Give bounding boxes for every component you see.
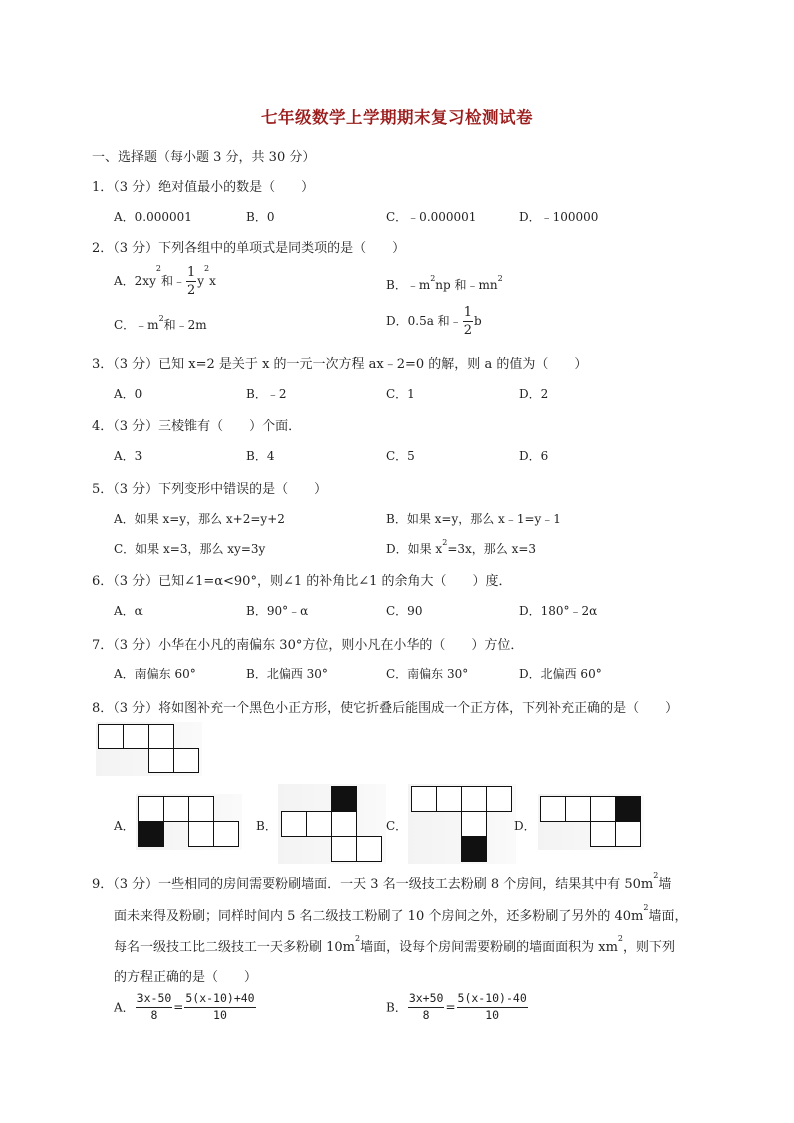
q7-option-a[interactable]: A．南偏东 60°	[114, 667, 196, 681]
q8-option-d-label[interactable]: D．	[514, 819, 536, 833]
q1-option-a[interactable]: A．0.000001	[114, 210, 192, 224]
q4-option-d[interactable]: D．6	[519, 449, 549, 463]
question-9-line2: 面未来得及粉刷；同样时间内 5 名二级技工粉刷了 10 个房间之外，还多粉刷了另外的 $40m^2$墙面，	[114, 903, 688, 924]
fraction: $\frac{5(x-10)+40}{10}$	[185, 991, 255, 1022]
q8-base-net-figure	[96, 722, 202, 776]
q5-option-a[interactable]: A．如果 x=y，那么 x+2=y+2	[114, 512, 285, 526]
question-6-stem: 6．（3 分）已知∠1=α<90°，则∠1 的补角比∠1 的余角大（ ）度．	[92, 574, 512, 589]
page-title: 七年级数学上学期期末复习检测试卷	[261, 108, 533, 127]
fraction: $\frac{3x+50}{8}$	[408, 991, 444, 1022]
q8-option-a-figure[interactable]	[136, 794, 242, 850]
q4-option-a[interactable]: A．3	[114, 449, 143, 463]
superscript: 2	[155, 264, 161, 273]
question-1-stem: 1．（3 分）绝对值最小的数是（ ）	[92, 180, 315, 195]
q2-a-prefix: A．2xy	[114, 274, 156, 288]
q7-option-c[interactable]: C．南偏东 30°	[386, 667, 469, 681]
q7-option-b[interactable]: B．北偏西 30°	[246, 667, 328, 681]
question-4-stem: 4．（3 分）三棱锥有（ ）个面．	[92, 419, 302, 434]
question-5-stem: 5．（3 分）下列变形中错误的是（ ）	[92, 482, 328, 497]
q2-option-c[interactable]: C．$﹣m^2$和﹣2m	[114, 314, 207, 332]
q3-option-c[interactable]: C．1	[386, 387, 415, 401]
q8-option-c-label[interactable]: C．	[386, 819, 408, 833]
q5-option-c[interactable]: C．如果 x=3，那么 xy=3y	[114, 542, 266, 556]
q3-option-b[interactable]: B．﹣2	[246, 387, 287, 401]
q2-a-mid: 和﹣	[160, 274, 185, 288]
superscript: 2	[204, 264, 210, 273]
q2-a-tail: y	[197, 274, 205, 288]
q9-option-a[interactable]: A． $\frac{3x-50}{8}$ = $\frac{5(x-10)+40}{10}$	[114, 991, 255, 1022]
question-9-line4: 的方程正确的是（ ）	[114, 970, 258, 985]
question-9-line3: 每名一级技工比二级技工一天多粉刷 $10m^2$墙面，设每个房间需要粉刷的墙面面积为 $xm^2$，则下列	[114, 934, 676, 955]
question-2-stem: 2．（3 分）下列各组中的单项式是同类项的是（ ）	[92, 241, 406, 256]
q2-option-d[interactable]: D．0.5a 和﹣ $\frac{1}{2}$ b	[386, 305, 482, 338]
fraction: $\frac{1}{2}$	[186, 265, 196, 298]
question-3-stem: 3．（3 分）已知 x=2 是关于 x 的一元一次方程 ax﹣2=0 的解，则 a 的值为（ ）	[92, 357, 588, 372]
q8-option-b-figure[interactable]	[278, 784, 386, 864]
question-8-stem: 8．（3 分）将如图补充一个黑色小正方形，使它折叠后能围成一个正方体，下列补充正确的是（ ）	[92, 701, 679, 716]
fraction: $\frac{1}{2}$	[463, 305, 472, 338]
q4-option-c[interactable]: C．5	[386, 449, 415, 463]
q2-option-b[interactable]: B．$﹣m^2np$ 和$﹣mn^2$	[386, 274, 503, 292]
q2-a-tail2: x	[209, 274, 216, 288]
section-heading: 一、选择题（每小题 3 分，共 30 分）	[92, 150, 316, 165]
q3-option-d[interactable]: D．2	[519, 387, 549, 401]
q5-option-b[interactable]: B．如果 x=y，那么 x﹣1=y﹣1	[386, 512, 561, 526]
q3-option-a[interactable]: A．0	[114, 387, 143, 401]
fraction: $\frac{3x-50}{8}$	[136, 991, 172, 1022]
q8-option-b-label[interactable]: B．	[256, 819, 277, 833]
q4-option-b[interactable]: B．4	[246, 449, 275, 463]
q9-option-b[interactable]: B． $\frac{3x+50}{8}$ = $\frac{5(x-10)-40}{10}$	[386, 991, 527, 1022]
q6-option-c[interactable]: C．90	[386, 604, 423, 618]
q6-option-a[interactable]: A．α	[114, 604, 143, 618]
q1-option-d[interactable]: D．﹣100000	[519, 210, 599, 224]
q7-option-d[interactable]: D．北偏西 60°	[519, 667, 602, 681]
q5-option-d[interactable]: D．如果 $x^2=3x$，那么 x=3	[386, 538, 537, 556]
q6-option-d[interactable]: D．180°﹣2α	[519, 604, 598, 618]
q2-option-a[interactable]	[114, 266, 216, 297]
q6-option-b[interactable]: B．90°﹣α	[246, 604, 309, 618]
question-7-stem: 7．（3 分）小华在小凡的南偏东 30°方位，则小凡在小华的（ ）方位．	[92, 638, 524, 653]
q8-option-d-figure[interactable]	[538, 794, 644, 850]
q8-option-a-label[interactable]: A．	[114, 819, 135, 833]
q1-option-b[interactable]: B．0	[246, 210, 275, 224]
q8-option-c-figure[interactable]	[408, 784, 516, 864]
fraction: $\frac{5(x-10)-40}{10}$	[457, 991, 527, 1022]
question-9-line1: 9．（3 分）一些相同的房间需要粉刷墙面．一天 3 名一级技工去粉刷 8 个房间，结果其中有 $50m^2$墙	[92, 871, 672, 892]
q1-option-c[interactable]: C．﹣0.000001	[386, 210, 477, 224]
